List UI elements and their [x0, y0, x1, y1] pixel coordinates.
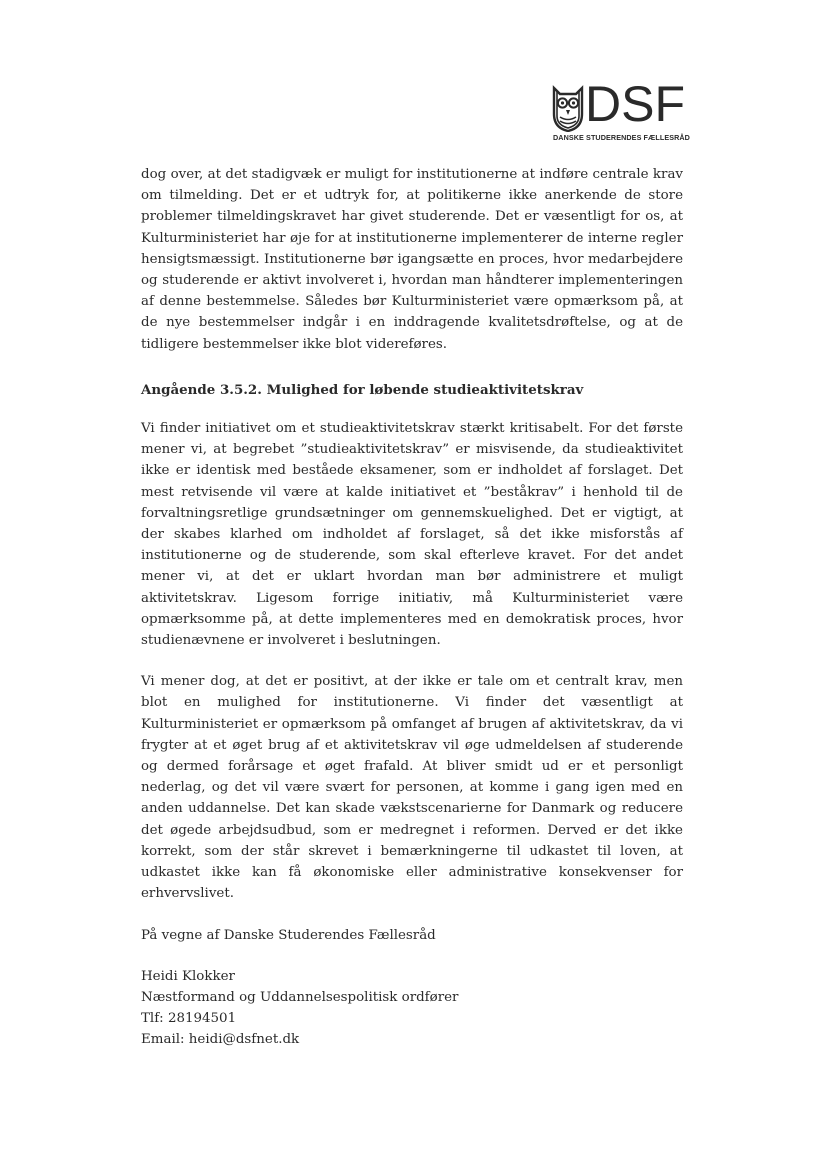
intro-paragraph: dog over, at det stadigvæk er muligt for institutionerne at indføre centrale krav om tilmelding. Det er et udtryk for, at politikerne ikke anerkende de store problemer tilmeldingskravet har givet studerende. Det er væsentligt for os, at Kulturministeriet har øje for at institutionerne implementerer de interne regler hensigtsmæssigt. Institutionerne bør igangsætte en proces, hvor medarbejdere og studerende er aktivt involveret i, hvordan man håndterer implementeringen af denne bestemmelse. Således bør Kulturministeriet være opmærksom på, at de nye bestemmelser indgår i en inddragende kvalitetsdrøftelse, og at de tidligere bestemmelser ikke blot videreføres. [141, 167, 683, 352]
logo-abbreviation: DSF [585, 76, 685, 132]
logo-full-name: DANSKE STUDERENDES FÆLLESRÅD [553, 133, 690, 142]
dsf-logo [551, 76, 691, 148]
closing-block [141, 925, 683, 1051]
section-heading: Angående 3.5.2. Mulighed for løbende studieaktivitetskrav [141, 381, 584, 398]
signer-name: Heidi Klokker [141, 968, 235, 984]
section-paragraph-1: Vi finder initiativet om et studieaktivitetskrav stærkt kritisabelt. For det første mener vi, at begrebet ”studieaktivitetskrav” er misvisende, da studieaktivitet ikke er identisk med beståede eksamener, som er indholdet af forslaget. Det mest retvisende vil være at kalde initiativet et ”beståkrav” i henhold til de forvaltningsretlige grundsætninger om gennemskuelighed. Det er vigtigt, at der skabes klarhed om indholdet af forslaget, så det ikke misforstås af institutionerne og de studerende, som skal efterleve kravet. For det andet mener vi, at det er uklart hvordan man bør administrere et muligt aktivitetskrav. Ligesom forrige initiativ, må Kulturministeriet være opmærksomme på, at dette implementeres med en demokratisk proces, hvor studienævnene er involveret i beslutningen. [141, 421, 683, 649]
signer-phone: Tlf: 28194501 [141, 1011, 237, 1027]
closing-line: På vegne af Danske Studerendes Fællesråd [141, 927, 436, 943]
signer-email: Email: heidi@dsfnet.dk [141, 1032, 300, 1048]
section-paragraph-2: Vi mener dog, at det er positivt, at der ikke er tale om et centralt krav, men blot en mulighed for institutionerne. Vi finder det væsentligt at Kulturministeriet er opmærksom på omfanget af brugen af aktivitetskrav, da vi frygter at et øget brug af et aktivitetskrav vil øge udmeldelsen af studerende og dermed forårsage et øget frafald. At bliver smidt ud er et personligt nederlag, og det vil være svært for personen, at komme i gang igen med en anden uddannelse. Det kan skade vækstscenarierne for Danmark og reducere det øgede arbejdsudbud, som er medregnet i reformen. Derved er det ikke korrekt, som der står skrevet i bemærkningerne til udkastet til loven, at udkastet ikke kan få økonomiske eller administrative konsekvenser for erhvervslivet. [141, 674, 683, 902]
signer-title: Næstformand og Uddannelsespolitisk ordfører [141, 989, 459, 1005]
letter-body [141, 164, 683, 1051]
owl-icon [551, 84, 585, 132]
